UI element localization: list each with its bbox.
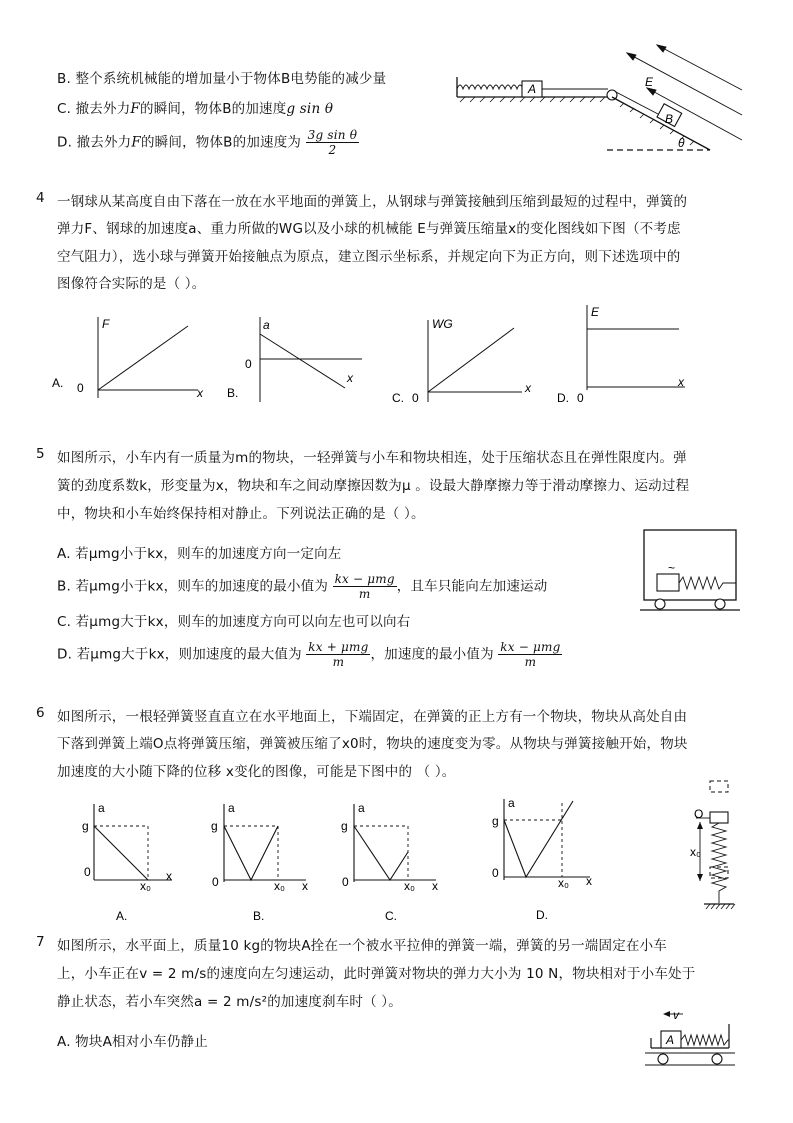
q6a-xlabel: x	[166, 869, 172, 883]
q6-number: 6	[36, 705, 45, 721]
q4-line-2: 弹力F、钢球的加速度a、重力所做的WG以及小球的机械能 E与弹簧压缩量x的变化图线如下图（不考虑	[57, 221, 681, 237]
q6-line-3: 加速度的大小随下降的位移 x变化的图像，可能是下图中的 （ ）。	[57, 764, 456, 780]
q5-option-d-fraction-max	[306, 640, 370, 669]
q6b-option: B.	[253, 909, 265, 923]
q3-figure	[452, 55, 742, 160]
q3-option-c-value: g sin θ	[286, 101, 334, 117]
q6-figure	[688, 778, 743, 918]
label-theta: θ	[678, 136, 685, 150]
q6c-origin: 0	[342, 875, 349, 889]
q7-option-a: A. 物块A相对小车仍静止	[57, 1034, 208, 1050]
q4-line-4: 图像符合实际的是（ ）。	[57, 276, 206, 292]
q4c-origin: 0	[412, 391, 419, 405]
q4-graph-c	[390, 312, 550, 407]
q5-option-d	[57, 640, 562, 669]
q6c-ylabel: a	[358, 801, 365, 815]
q4d-option: D.	[557, 391, 569, 405]
q6a-x0: x₀	[140, 879, 151, 893]
q4a-ylabel: F	[102, 317, 110, 331]
denominator: m	[524, 655, 537, 669]
q4c-xlabel: x	[525, 381, 531, 395]
q6b-ylabel: a	[228, 801, 235, 815]
q6a-g: g	[82, 819, 89, 833]
q3-option-d-mid: 的瞬间，物体B的加速度为	[140, 134, 302, 151]
q7-number: 7	[36, 934, 45, 950]
q4-line-1: 一钢球从某高度自由下落在一放在水平地面的弹簧上，从钢球与弹簧接触到压缩到最短的过程中，弹簧的	[57, 194, 688, 210]
q6a-ylabel: a	[98, 801, 105, 815]
q5-option-b	[57, 572, 547, 601]
q4b-option: B.	[227, 386, 239, 400]
q3-option-d	[57, 128, 359, 157]
q4b-xlabel: x	[347, 371, 353, 385]
q6b-xlabel: x	[302, 879, 308, 893]
q6a-option: A.	[116, 909, 128, 923]
q6c-option: C.	[385, 909, 397, 923]
denominator: m	[332, 655, 345, 669]
label-o: O	[694, 807, 704, 821]
q5-option-b-post: ，且车只能向左加速运动	[396, 578, 548, 595]
label-e: E	[645, 75, 654, 89]
q4-graph-d	[555, 300, 695, 405]
q5-option-b-pre: B. 若μmg小于kx，则车的加速度的最小值为	[57, 578, 329, 595]
q6c-g: g	[341, 819, 348, 833]
q7-figure	[645, 1010, 740, 1070]
q5-figure	[640, 528, 740, 613]
force-symbol: F	[130, 101, 140, 117]
q4c-ylabel: WG	[432, 317, 453, 331]
q4b-origin: 0	[245, 357, 252, 371]
q6-line-1: 如图所示，一根轻弹簧竖直直立在水平地面上，下端固定，在弹簧的正上方有一个物块，物块从高处自由	[57, 709, 688, 725]
q5-option-b-fraction	[333, 572, 397, 601]
q4d-ylabel: E	[591, 305, 600, 319]
q6b-g: g	[211, 819, 218, 833]
q4-number: 4	[36, 190, 45, 206]
q6-graph-a	[78, 800, 188, 925]
q6d-origin: 0	[492, 866, 499, 880]
label-a-block: A	[666, 1033, 675, 1047]
q4-graph-a	[50, 312, 220, 407]
q4-graph-b	[225, 312, 395, 407]
force-symbol: F	[131, 134, 141, 151]
q7-line-2: 上，小车正在v = 2 m/s的速度向左匀速运动，此时弹簧对物块的弹力大小为 10 N，物块相对于小车处于	[57, 966, 696, 982]
q6-graph-c	[338, 800, 448, 925]
label-b: B	[665, 112, 674, 126]
numerator: kx − μmg	[334, 572, 395, 586]
q6d-xlabel: x	[586, 874, 592, 888]
q4d-origin: 0	[577, 391, 584, 405]
q6b-x0: x₀	[274, 879, 285, 893]
q5-line-1: 如图所示，小车内有一质量为m的物块，一轻弹簧与小车和物块相连，处于压缩状态且在弹性限度内。弹	[57, 450, 687, 466]
q4-line-3: 空气阻力），选小球与弹簧开始接触点为原点，建立图示坐标系，并规定向下为正方向，则下述选项中的	[57, 249, 681, 265]
q5-line-2: 簧的劲度系数k，形变量为x，物块和车之间动摩擦因数为μ 。设最大静摩擦力等于滑动摩擦力、运动过程	[57, 478, 690, 494]
label-v: v	[673, 1008, 679, 1022]
q6d-g: g	[492, 814, 499, 828]
denominator: 2	[328, 143, 337, 157]
q6d-x0: x₀	[558, 876, 569, 890]
q6b-origin: 0	[212, 875, 219, 889]
q5-option-d-mid: ，加速度的最小值为	[370, 646, 494, 663]
svg-text:~: ~	[668, 561, 676, 575]
q6c-x0: x₀	[404, 879, 415, 893]
q4d-xlabel: x	[678, 375, 684, 389]
denominator: m	[358, 587, 371, 601]
q5-option-d-pre: D. 若μmg大于kx，则加速度的最大值为	[57, 646, 302, 663]
q4a-origin: 0	[77, 381, 84, 395]
q6a-origin: 0	[84, 865, 91, 879]
q4c-option: C.	[392, 391, 404, 405]
q4a-option: A.	[52, 376, 64, 390]
q3-option-c-mid: 的瞬间，物体B的加速度	[140, 101, 287, 117]
q6-line-2: 下落到弹簧上端O点将弹簧压缩，弹簧被压缩了x0时，物块的速度变为零。从物块与弹簧接触开始，物块	[57, 736, 688, 752]
q7-line-3: 静止状态，若小车突然a = 2 m/s²的加速度刹车时（ ）。	[57, 994, 402, 1010]
label-x0: x₀	[690, 845, 701, 859]
q3-option-d-fraction	[306, 128, 360, 157]
q6d-option: D.	[536, 908, 548, 922]
q3-option-c-pre: C. 撤去外力	[57, 101, 131, 117]
q6d-ylabel: a	[508, 796, 515, 810]
q5-number: 5	[36, 446, 45, 462]
q7-line-1: 如图所示，水平面上，质量10 kg的物块A拴在一个被水平拉伸的弹簧一端，弹簧的另一端固定在小车	[57, 938, 667, 954]
q3-option-d-pre: D. 撤去外力	[57, 134, 132, 151]
q4b-ylabel: a	[263, 318, 270, 332]
numerator: kx − μmg	[500, 640, 561, 654]
q5-option-a: A. 若μmg小于kx，则车的加速度方向一定向左	[57, 546, 342, 562]
q3-option-b: B. 整个系统机械能的增加量小于物体B电势能的减少量	[57, 71, 387, 87]
q6-graph-d	[478, 795, 598, 925]
numerator: kx + μmg	[308, 640, 369, 654]
label-a: A	[528, 82, 537, 96]
q3-option-c	[57, 97, 333, 117]
q5-line-3: 中，物块和小车始终保持相对静止。下列说法正确的是（ ）。	[57, 506, 425, 522]
q4a-xlabel: x	[197, 386, 203, 400]
q5-option-d-fraction-min	[498, 640, 562, 669]
q6c-xlabel: x	[432, 879, 438, 893]
q5-option-c: C. 若μmg大于kx，则车的加速度方向可以向左也可以向右	[57, 614, 411, 630]
numerator: 3g sin θ	[307, 128, 358, 142]
q6-graph-b	[208, 800, 318, 925]
